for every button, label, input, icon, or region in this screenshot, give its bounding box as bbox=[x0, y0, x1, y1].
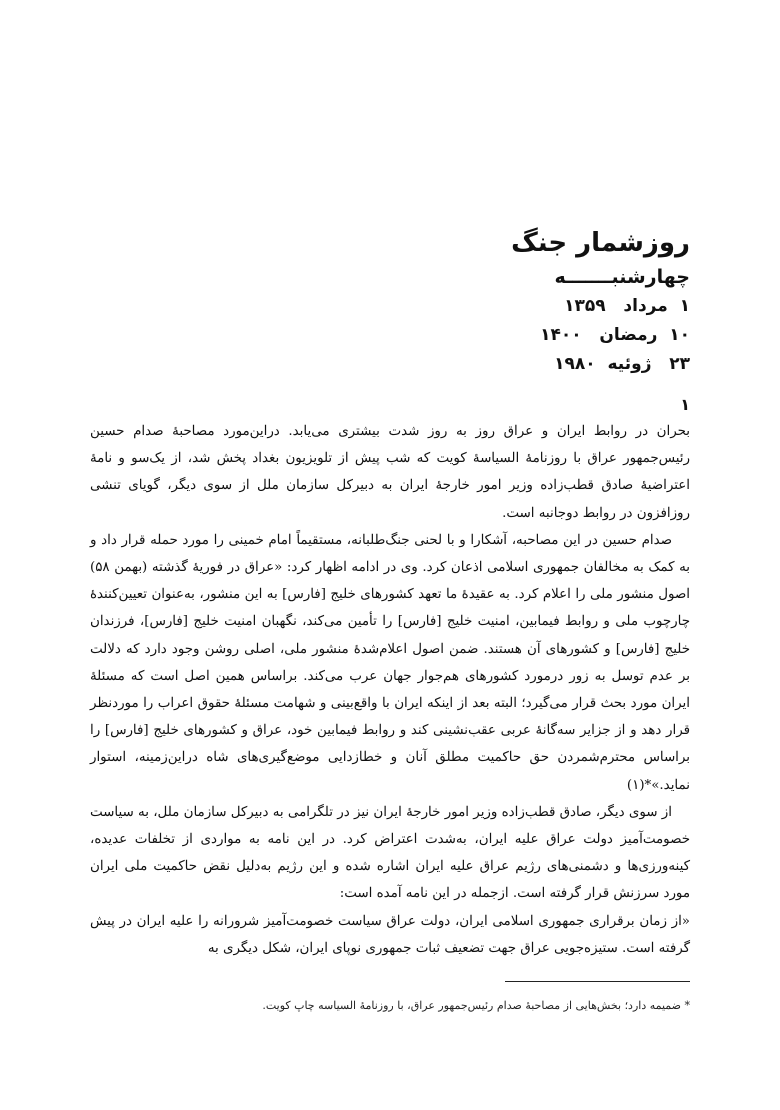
body-text bbox=[90, 418, 690, 962]
gregorian-date: ۲۳ ژوئیه ۱۹۸۰ bbox=[554, 354, 690, 374]
paragraph-3: از سوی دیگر، صادق قطب‌زاده وزیر امور خارجهٔ ایران نیز در تلگرامی به دبیرکل سازمان ملل، به سیاست خصومت‌آمیز دولت عراق علیه ایران، به‌شدت اعتراض کرد. در این نامه به مواردی از تخلفات عدیده، کینه‌ورزی‌ها و دشمنی‌های رژیم عراق علیه ایران اشاره شده و این رژیم به‌دلیل نقض حاکمیت ملی ایران مورد سرزنش قرار گرفته است. ازجمله در این نامه آمده است: bbox=[90, 804, 690, 902]
date-block bbox=[90, 263, 690, 379]
solar-hijri-date: ۱ مرداد ۱۳۵۹ bbox=[564, 296, 690, 316]
lunar-hijri-date: ۱۰ رمضان ۱۴۰۰ bbox=[540, 325, 690, 345]
footnote-divider bbox=[505, 981, 690, 982]
entry-number: ۱ bbox=[680, 395, 690, 414]
footnote: * ضمیمه دارد؛ بخش‌هایی از مصاحبهٔ صدام رئیس‌جمهور عراق، با روزنامهٔ السیاسه چاپ کویت. bbox=[262, 999, 690, 1012]
chapter-title: روزشمار جنگ bbox=[511, 228, 690, 258]
paragraph-4-quote: «از زمان برقراری جمهوری اسلامی ایران، دولت عراق سیاست خصومت‌آمیز شرورانه را علیه ایران در پیش گرفته است. ستیزه‌جویی عراق جهت تضعیف ثبات جمهوری نوپای ایران، شکل دیگری به bbox=[90, 913, 690, 956]
weekday-label: چهارشنبـــــــه bbox=[554, 266, 690, 288]
paragraph-1: بحران در روابط ایران و عراق روز به روز شدت بیشتری می‌یابد. دراین‌مورد مصاحبهٔ صدام حسین رئیس‌جمهور عراق با روزنامهٔ السیاسهٔ کویت که شب پیش از تلویزیون بغداد پخش شد، از یک‌سو و نامهٔ اعتراضیهٔ صادق قطب‌زاده وزیر امور خارجهٔ ایران به دبیرکل سازمان ملل از سوی دیگر، گویای تنشی روزافزون در روابط دوجانبه است. bbox=[90, 424, 690, 521]
paragraph-2: صدام حسین در این مصاحبه، آشکارا و با لحنی جنگ‌طلبانه، مستقیماً امام خمینی را مورد حمله قرار داد و به کمک به مخالفان جمهوری اسلامی اذعان کرد. وی در ادامه اظهار کرد: «عراق در فوریهٔ گذشته (بهمن ۵۸) اصول منشور ملی را اعلام کرد. به عقیدهٔ ما تعهد کشورهای خلیج [فارس] به این منشور، به‌عنوان تعیین‌کنندهٔ چارچوب ملی و روابط فیمابین، امنیت خلیج [فارس] را تأمین می‌کند، نگهبان امنیت خلیج [فارس]، فرزندان خلیج [فارس] و کشورهای آن هستند. ضمن اصول اعلام‌شدهٔ منشور ملی، اصلی روشن وجود دارد که دلالت بر عدم توسل به زور درمورد کشورهای هم‌جوار جهان عرب می‌کند. براساس همین اصل است که مسئلهٔ ایران مورد بحث قرار می‌گیرد؛ البته بعد از اینکه ایران با واقع‌بینی و شهامت مسئلهٔ حقوق اعراب را موردنظر قرار دهد و از جزایر سه‌گانهٔ عربی عقب‌نشینی کند و روابط فیمابین خود، عراق و کشورهای خلیج [فارس] را براساس محترم‌شمردن حق حاکمیت مطلق آنان و خطازدایی موضع‌گیری‌های شاه دراین‌زمینه، استوار نماید.»*(۱) bbox=[90, 532, 690, 793]
page-header bbox=[90, 225, 690, 379]
